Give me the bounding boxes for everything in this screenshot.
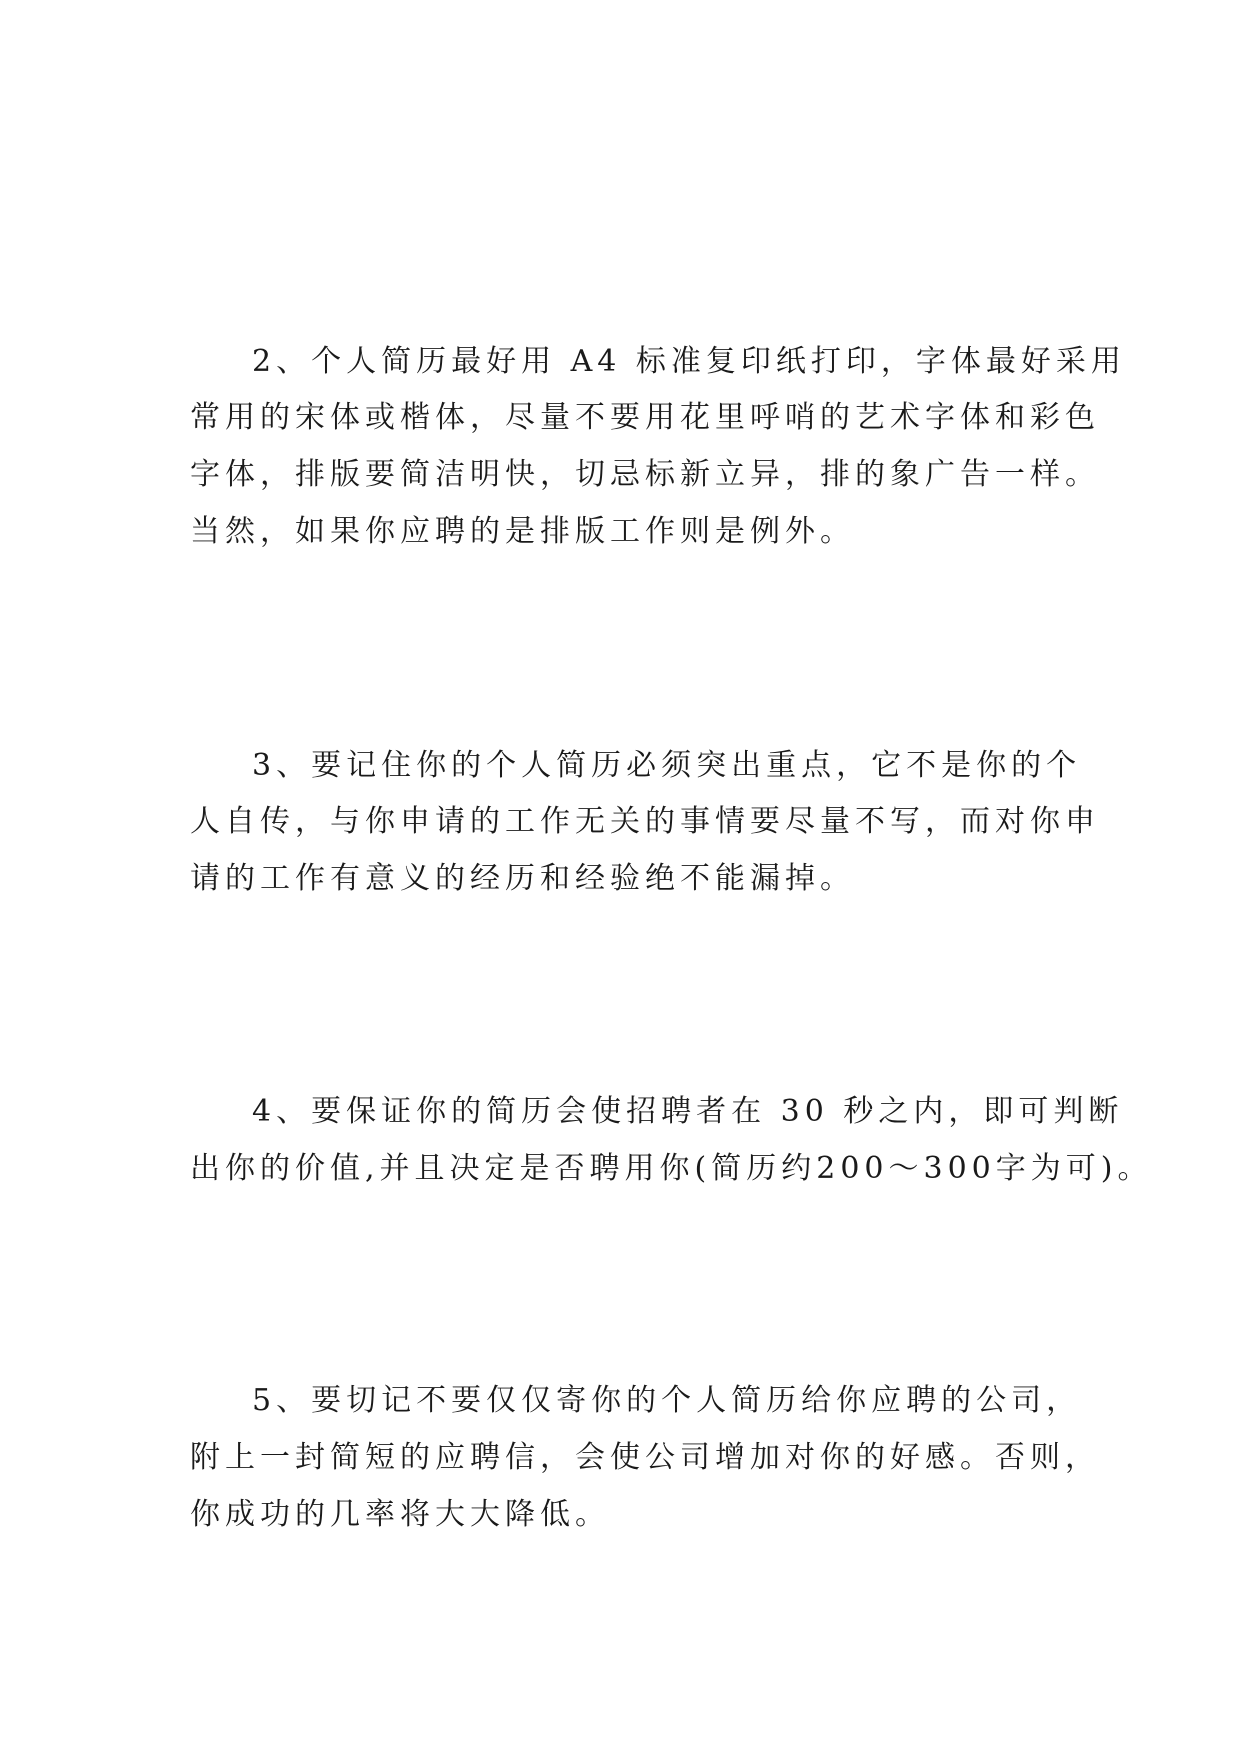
paragraph-line: 你成功的几率将大大降低。: [190, 1497, 610, 1532]
paragraph-line: 3、要记住你的个人简历必须突出重点，它不是你的个: [252, 748, 1082, 783]
paragraph-line: 常用的宋体或楷体，尽量不要用花里呼哨的艺术字体和彩色: [190, 400, 1100, 435]
paragraph-line: 字体，排版要简洁明快，切忌标新立异，排的象广告一样。: [190, 457, 1100, 492]
paragraph-line: 附上一封简短的应聘信，会使公司增加对你的好感。否则，: [190, 1440, 1100, 1475]
paragraph-line: 请的工作有意义的经历和经验绝不能漏掉。: [190, 861, 855, 896]
paragraph-line: 人自传，与你申请的工作无关的事情要尽量不写，而对你申: [190, 804, 1100, 839]
paragraph-line: 2、个人简历最好用 A4 标准复印纸打印，字体最好采用: [252, 344, 1126, 379]
paragraph-line: 4、要保证你的简历会使招聘者在 30 秒之内，即可判断: [252, 1094, 1124, 1129]
paragraph-line: 出你的价值,并且决定是否聘用你(简历约200～300字为可)。: [190, 1151, 1153, 1186]
paragraph-line: 5、要切记不要仅仅寄你的个人简历给你应聘的公司，: [252, 1383, 1082, 1418]
paragraph-line: 当然，如果你应聘的是排版工作则是例外。: [190, 514, 855, 549]
